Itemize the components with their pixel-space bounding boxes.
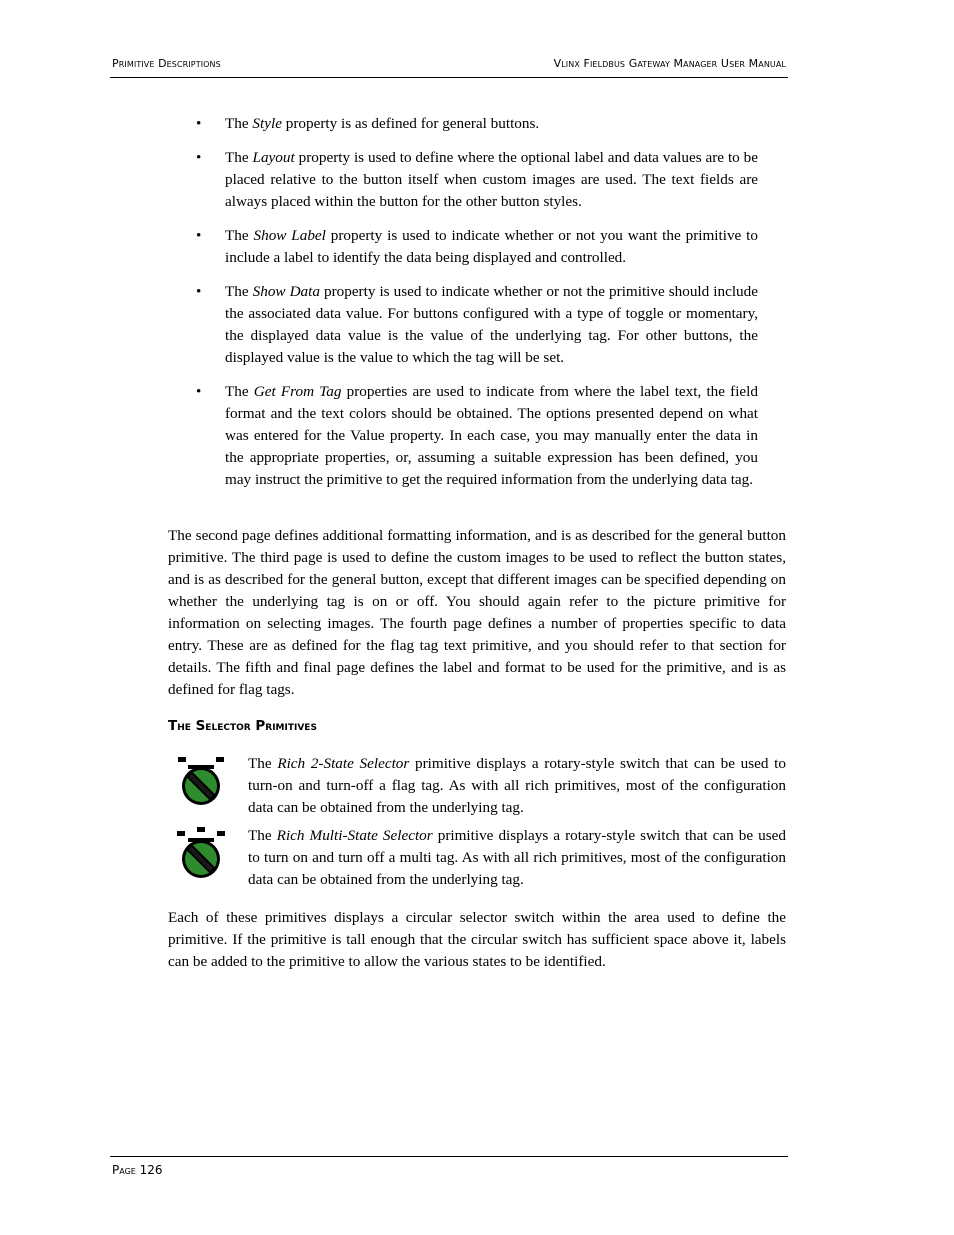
bullet-text: property is used to define where the optional label and data values are to be placed relative to the button itself when custom images are used. The text fields are always placed within the button for the other button styles. (225, 149, 758, 210)
footer-rule (110, 1156, 788, 1157)
property-bullet-list (196, 113, 758, 503)
primitive-text: The (248, 755, 278, 772)
bullet-text: The (225, 283, 253, 300)
bullet-term: Show Label (253, 227, 326, 244)
bullet-text: properties are used to indicate from where the label text, the field format and the text colors should be obtained. The options presented depend on what was entered for the Value property. In each case, you may manually enter the data in the appropriate properties, or, assuming a suitable expression has been defined, you may instruct the primitive to get the required information from the underlying data tag. (225, 383, 758, 488)
page-number: Page 126 (112, 1163, 163, 1177)
primitive-text: primitive displays a rotary-style switch that can be used to turn on and turn off a multi tag. As with all rich primitives, most of the configuration data can be obtained from the underlying tag. (248, 827, 786, 888)
bullet-text: property is as defined for general buttons. (281, 115, 540, 132)
bullet-show-data (196, 281, 758, 369)
bullet-text: The (225, 115, 253, 132)
bullet-show-label (196, 225, 758, 269)
bullet-text: The (225, 149, 253, 166)
primitive-text: The (248, 827, 277, 844)
bullet-text: The (225, 227, 254, 244)
selector-multi-state-icon (176, 825, 226, 879)
section-heading: The Selector Primitives (168, 718, 317, 734)
primitive-description (248, 825, 786, 891)
selector-2-state-icon (176, 753, 226, 807)
running-header-left: Primitive Descriptions (112, 57, 221, 70)
bullet-style (196, 113, 758, 135)
primitive-term: Rich 2-State Selector (277, 755, 410, 772)
bullet-term: Get From Tag (253, 383, 342, 400)
bullet-term: Style (252, 115, 282, 132)
bullet-layout (196, 147, 758, 213)
running-header-right: Vlinx Fieldbus Gateway Manager User Manual (553, 57, 786, 70)
bullet-text: property is used to indicate whether or not the primitive should include the associated data value. For buttons configured with a type of toggle or momentary, the displayed data value is the value of the underlying tag. For other buttons, the displayed value is the value to which the tag will be set. (225, 283, 758, 366)
primitive-term: Rich Multi-State Selector (276, 827, 433, 844)
bullet-term: Show Data (252, 283, 320, 300)
primitive-row-multi-state (168, 825, 786, 891)
bullet-term: Layout (252, 149, 295, 166)
body-paragraph-selector: Each of these primitives displays a circular selector switch within the area used to define the primitive. If the primitive is tall enough that the circular switch has sufficient space above it, labels can be added to the primitive to allow the various states to be identified. (168, 909, 786, 970)
primitive-description (248, 753, 786, 819)
primitive-row-2-state (168, 753, 786, 819)
bullet-text: The (225, 383, 254, 400)
header-rule (110, 77, 788, 78)
bullet-get-from-tag (196, 381, 758, 491)
bullet-text: property is used to indicate whether or not you want the primitive to include a label to identify the data being displayed and controlled. (225, 227, 758, 266)
body-paragraph-formatting: The second page defines additional formatting information, and is as described for the general button primitive. The third page is used to define the custom images to be used to reflect the button states, and is as described for the general button, except that different images can be specified depending on whether the underlying tag is on or off. You should again refer to the picture primitive for information on selecting images. The fourth page defines a number of properties specific to data entry. These are as defined for the flag tag text primitive, and you should refer to that section for details. The fifth and final page defines the label and format to be used for the primitive, and is as defined for flag tags. (168, 527, 786, 698)
primitive-text: primitive displays a rotary-style switch that can be used to turn-on and turn-off a flag tag. As with all rich primitives, most of the configuration data can be obtained from the underlying tag. (248, 755, 786, 816)
